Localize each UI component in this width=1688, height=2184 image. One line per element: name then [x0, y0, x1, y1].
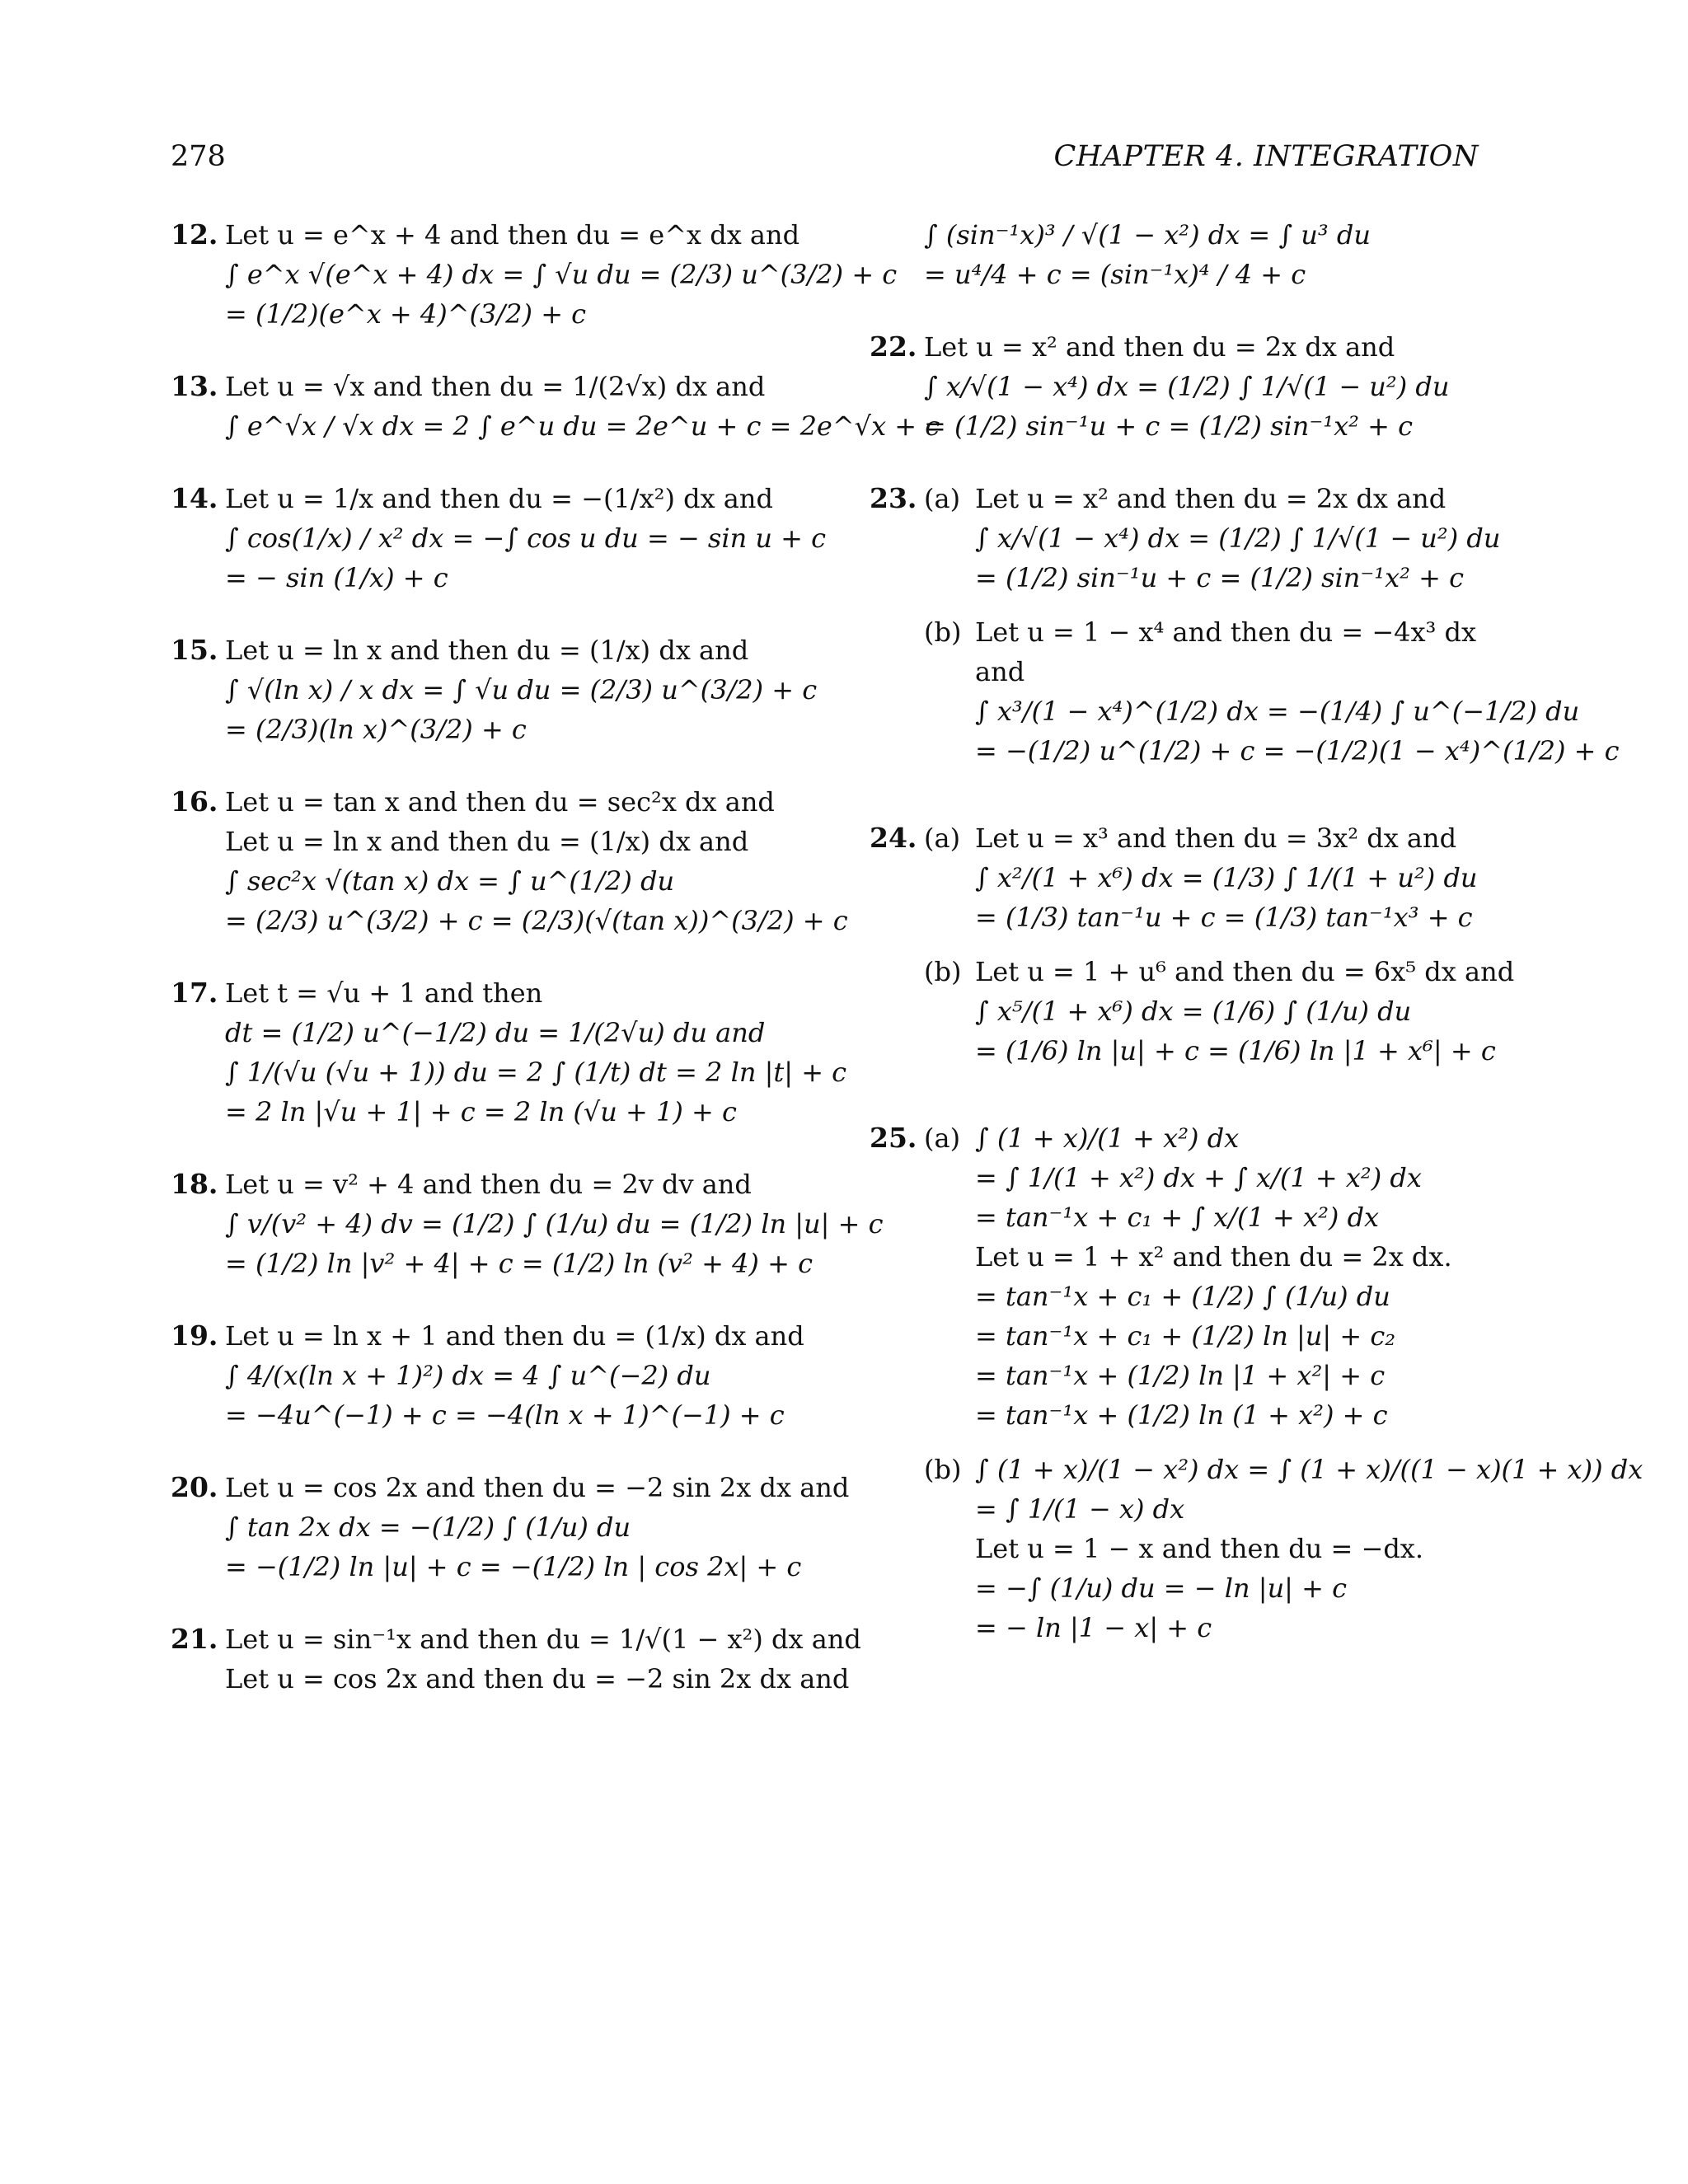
part-body: [975, 1122, 1643, 1438]
math-line: ∫ tan 2x dx = −(1/2) ∫ (1/u) du: [225, 1511, 631, 1543]
math-line: Let u = x³ and then du = 3x² dx and: [975, 823, 1457, 854]
exercise-body: [225, 218, 897, 337]
math-line: = − sin (1/x) + c: [225, 562, 448, 593]
exercise-body: [225, 1319, 804, 1438]
part-label: (a): [924, 1122, 961, 1154]
exercise-entry: [171, 1319, 804, 1438]
math-line: = −(1/2) u^(1/2) + c = −(1/2)(1 − x⁴)^(1/2) + c: [975, 735, 1620, 766]
exercise-number: 15.: [171, 634, 218, 666]
math-line: Let u = 1 − x and then du = −dx.: [975, 1533, 1424, 1564]
part-body: [975, 1453, 1643, 1651]
math-line: Let u = x² and then du = 2x dx and: [924, 331, 1395, 363]
math-line: Let u = tan x and then du = sec²x dx and: [225, 786, 775, 818]
math-line: ∫ (sin⁻¹x)³ / √(1 − x²) dx = ∫ u³ du: [924, 219, 1371, 251]
exercise-body: [924, 218, 1484, 298]
math-line: = (1/6) ln |u| + c = (1/6) ln |1 + x⁶| + c: [975, 1035, 1496, 1066]
exercise-entry: [870, 822, 1515, 1089]
math-line: = ∫ 1/(1 − x) dx: [975, 1493, 1185, 1525]
exercise-entry: [870, 1122, 1643, 1666]
part-label: (a): [924, 483, 961, 514]
exercise-body: [225, 482, 826, 601]
math-line: ∫ v/(v² + 4) dv = (1/2) ∫ (1/u) du = (1/2) ln |u| + c: [225, 1208, 884, 1240]
exercise-entry: [171, 1623, 861, 1702]
math-line: ∫ cos(1/x) / x² dx = −∫ cos u du = − sin u + c: [225, 523, 827, 554]
math-line: ∫ x/√(1 − x⁴) dx = (1/2) ∫ 1/√(1 − u²) du: [924, 371, 1450, 402]
math-line: ∫ x/√(1 − x⁴) dx = (1/2) ∫ 1/√(1 − u²) du: [975, 523, 1501, 554]
math-line: = (1/2) sin⁻¹u + c = (1/2) sin⁻¹x² + c: [924, 410, 1414, 442]
math-line: = (1/3) tan⁻¹u + c = (1/3) tan⁻¹x³ + c: [975, 902, 1473, 933]
part-label: (a): [924, 823, 961, 854]
exercise-body: [924, 330, 1484, 449]
exercise-number: 21.: [171, 1623, 218, 1655]
math-line: = tan⁻¹x + c₁ + (1/2) ln |u| + c₂: [975, 1320, 1396, 1352]
exercise-body: [225, 1623, 861, 1702]
exercise-entry: [870, 482, 1620, 789]
exercise-number: 20.: [171, 1471, 218, 1503]
math-line: Let u = ln x and then du = (1/x) dx and: [225, 826, 749, 857]
math-line: = tan⁻¹x + (1/2) ln (1 + x²) + c: [975, 1399, 1388, 1431]
math-line: = −∫ (1/u) du = − ln |u| + c: [975, 1572, 1348, 1604]
math-line: ∫ x³/(1 − x⁴)^(1/2) dx = −(1/4) ∫ u^(−1/2) du: [975, 696, 1580, 727]
exercise-entry: [171, 1471, 850, 1590]
math-line: ∫ x²/(1 + x⁶) dx = (1/3) ∫ 1/(1 + u²) du: [975, 862, 1478, 893]
math-line: ∫ sec²x √(tan x) dx = ∫ u^(1/2) du: [225, 865, 675, 897]
exercise-number: 19.: [171, 1319, 218, 1352]
exercise-body: [225, 634, 817, 752]
math-line: Let u = ln x and then du = (1/x) dx and: [225, 635, 749, 666]
exercise-entry: [171, 634, 818, 752]
math-line: ∫ e^√x / √x dx = 2 ∫ e^u du = 2e^u + c = 2e^√x + c: [225, 410, 940, 442]
math-line: = tan⁻¹x + c₁ + ∫ x/(1 + x²) dx: [975, 1202, 1380, 1233]
math-line: = (2/3)(ln x)^(3/2) + c: [225, 714, 527, 745]
math-line: = (1/2)(e^x + 4)^(3/2) + c: [225, 298, 587, 330]
math-line: Let u = 1 − x⁴ and then du = −4x³ dx: [975, 616, 1477, 648]
exercise-number: 22.: [870, 330, 917, 363]
math-line: Let u = v² + 4 and then du = 2v dv and: [225, 1169, 752, 1200]
exercise-body: [924, 482, 1620, 789]
exercise-part: [924, 955, 1514, 1074]
math-line: = (1/2) ln |v² + 4| + c = (1/2) ln (v² + 4) + c: [225, 1248, 813, 1279]
exercise-entry: [870, 218, 1484, 298]
exercise-body: [225, 1168, 884, 1286]
exercise-number: 12.: [171, 218, 218, 251]
math-line: ∫ (1 + x)/(1 + x²) dx: [975, 1122, 1240, 1154]
exercise-part: [924, 1122, 1643, 1438]
math-line: Let u = x² and then du = 2x dx and: [975, 483, 1447, 514]
exercise-part: [924, 822, 1514, 940]
math-line: Let u = √x and then du = 1/(2√x) dx and: [225, 371, 766, 402]
exercise-body: [225, 1471, 849, 1590]
math-line: = ∫ 1/(1 + x²) dx + ∫ x/(1 + x²) dx: [975, 1162, 1422, 1193]
math-line: ∫ 1/(√u (√u + 1)) du = 2 ∫ (1/t) dt = 2 ln |t| + c: [225, 1057, 847, 1088]
exercise-entry: [171, 1168, 884, 1286]
math-line: Let u = cos 2x and then du = −2 sin 2x dx and: [225, 1472, 850, 1503]
part-label: (b): [924, 616, 962, 648]
exercise-number: 14.: [171, 482, 218, 514]
math-line: Let u = ln x + 1 and then du = (1/x) dx and: [225, 1320, 804, 1352]
math-line: Let u = 1/x and then du = −(1/x²) dx and: [225, 483, 773, 514]
math-line: Let u = cos 2x and then du = −2 sin 2x dx and: [225, 1663, 850, 1694]
math-line: Let u = 1 + x² and then du = 2x dx.: [975, 1241, 1452, 1272]
part-body: [975, 822, 1514, 940]
exercise-body: [924, 822, 1514, 1089]
right-column: [870, 218, 1643, 1699]
exercise-entry: [870, 330, 1484, 449]
math-line: = (2/3) u^(3/2) + c = (2/3)(√(tan x))^(3/2) + c: [225, 905, 848, 936]
exercise-number: 24.: [870, 822, 917, 854]
math-line: = −4u^(−1) + c = −4(ln x + 1)^(−1) + c: [225, 1399, 785, 1431]
part-body: [975, 482, 1620, 601]
math-line: = − ln |1 − x| + c: [975, 1612, 1212, 1643]
exercise-number: 17.: [171, 977, 218, 1009]
exercise-number: 16.: [171, 785, 218, 818]
math-line: = 2 ln |√u + 1| + c = 2 ln (√u + 1) + c: [225, 1096, 737, 1127]
exercise-number: 25.: [870, 1122, 917, 1154]
math-line: = tan⁻¹x + (1/2) ln |1 + x²| + c: [975, 1360, 1386, 1391]
exercise-entry: [171, 785, 848, 944]
math-line: Let u = 1 + u⁶ and then du = 6x⁵ dx and: [975, 956, 1515, 987]
exercise-body: [225, 977, 846, 1135]
math-line: ∫ x⁵/(1 + x⁶) dx = (1/6) ∫ (1/u) du: [975, 996, 1412, 1027]
math-line: = (1/2) sin⁻¹u + c = (1/2) sin⁻¹x² + c: [975, 562, 1465, 593]
exercise-entry: [171, 482, 827, 601]
exercise-number: 23.: [870, 482, 917, 514]
math-line: = u⁴/4 + c = (sin⁻¹x)⁴ / 4 + c: [924, 259, 1306, 290]
exercise-body: [225, 785, 848, 944]
exercise-entry: [171, 218, 898, 337]
math-line: Let u = e^x + 4 and then du = e^x dx and: [225, 219, 800, 251]
part-label: (b): [924, 956, 962, 987]
exercise-part: [924, 616, 1620, 774]
part-body: [975, 955, 1514, 1074]
exercise-body: [924, 1122, 1643, 1666]
part-body: [975, 616, 1620, 774]
exercise-number: 18.: [171, 1168, 218, 1200]
math-line: Let u = sin⁻¹x and then du = 1/√(1 − x²) dx and: [225, 1624, 861, 1655]
math-line: ∫ 4/(x(ln x + 1)²) dx = 4 ∫ u^(−2) du: [225, 1360, 711, 1391]
exercise-body: [225, 370, 940, 449]
page-number: 278: [171, 140, 226, 173]
chapter-title: CHAPTER 4. INTEGRATION: [1053, 140, 1479, 173]
math-line: and: [975, 656, 1025, 687]
math-line: ∫ √(ln x) / x dx = ∫ √u du = (2/3) u^(3/2) + c: [225, 674, 818, 705]
math-line: ∫ e^x √(e^x + 4) dx = ∫ √u du = (2/3) u^(3/2) + c: [225, 259, 898, 290]
exercise-entry: [171, 977, 847, 1135]
exercise-part: [924, 1453, 1643, 1651]
exercise-part: [924, 482, 1620, 601]
math-line: = tan⁻¹x + c₁ + (1/2) ∫ (1/u) du: [975, 1281, 1390, 1312]
exercise-entry: [171, 370, 940, 449]
math-line: ∫ (1 + x)/(1 − x²) dx = ∫ (1 + x)/((1 − x)(1 + x)) dx: [975, 1454, 1643, 1485]
exercise-number: 13.: [171, 370, 218, 402]
math-line: Let t = √u + 1 and then: [225, 977, 543, 1009]
math-line: = −(1/2) ln |u| + c = −(1/2) ln | cos 2x| + c: [225, 1551, 802, 1582]
math-line: dt = (1/2) u^(−1/2) du = 1/(2√u) du and: [225, 1017, 766, 1048]
part-label: (b): [924, 1454, 962, 1485]
